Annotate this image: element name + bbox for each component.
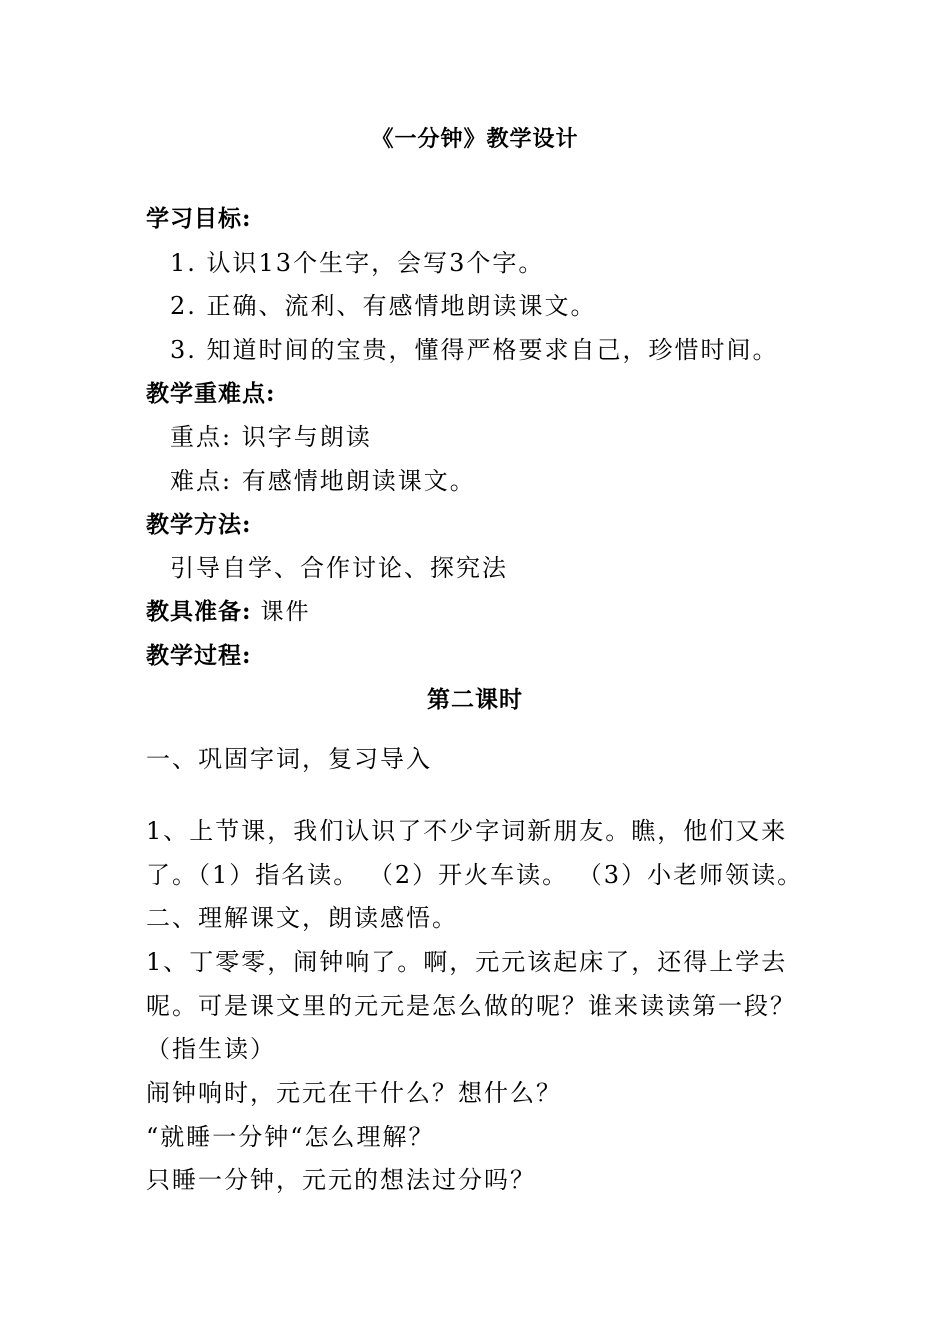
tools-line <box>146 597 311 627</box>
process-line-7: （指生读） <box>146 1035 276 1063</box>
process-line-5: 1、丁零零，闹钟响了。啊，元元该起床了，还得上学去 <box>146 948 788 976</box>
objective-item-2: 2. 正确、流利、有感情地朗读课文。 <box>170 292 597 320</box>
key-point-difficulty: 难点: 有感情地朗读课文。 <box>170 467 476 495</box>
process-line-10: 只睡一分钟，元元的想法过分吗？ <box>146 1166 536 1194</box>
process-line-1: 一、巩固字词，复习导入 <box>146 745 432 773</box>
process-line-3: 了。（1）指名读。 （2）开火车读。 （3）小老师领读。 <box>146 861 804 889</box>
tools-text: 课件 <box>260 599 311 625</box>
objective-item-1: 1. 认识13个生字，会写3个字。 <box>170 249 545 277</box>
lesson-title: 第二课时 <box>427 686 523 713</box>
process-line-9: “就睡一分钟“怎么理解？ <box>146 1123 435 1151</box>
key-point-focus: 重点: 识字与朗读 <box>170 423 372 451</box>
process-line-4: 二、理解课文，朗读感悟。 <box>146 904 458 932</box>
methods-text: 引导自学、合作讨论、探究法 <box>170 554 508 582</box>
process-line-6: 呢。可是课文里的元元是怎么做的呢？谁来读读第一段？ <box>146 992 796 1020</box>
process-line-2: 1、上节课，我们认识了不少字词新朋友。瞧，他们又来 <box>146 817 788 845</box>
process-heading: 教学过程: <box>146 642 252 669</box>
process-line-8: 闹钟响时，元元在干什么？想什么？ <box>146 1079 562 1107</box>
objective-item-3: 3. 知道时间的宝贵，懂得严格要求自己，珍惜时间。 <box>170 336 779 364</box>
tools-heading: 教具准备: <box>146 598 252 625</box>
document-title: 《一分钟》教学设计 <box>371 126 579 152</box>
methods-heading: 教学方法: <box>146 511 252 538</box>
objectives-heading: 学习目标: <box>146 205 252 232</box>
key-points-heading: 教学重难点: <box>146 380 276 407</box>
